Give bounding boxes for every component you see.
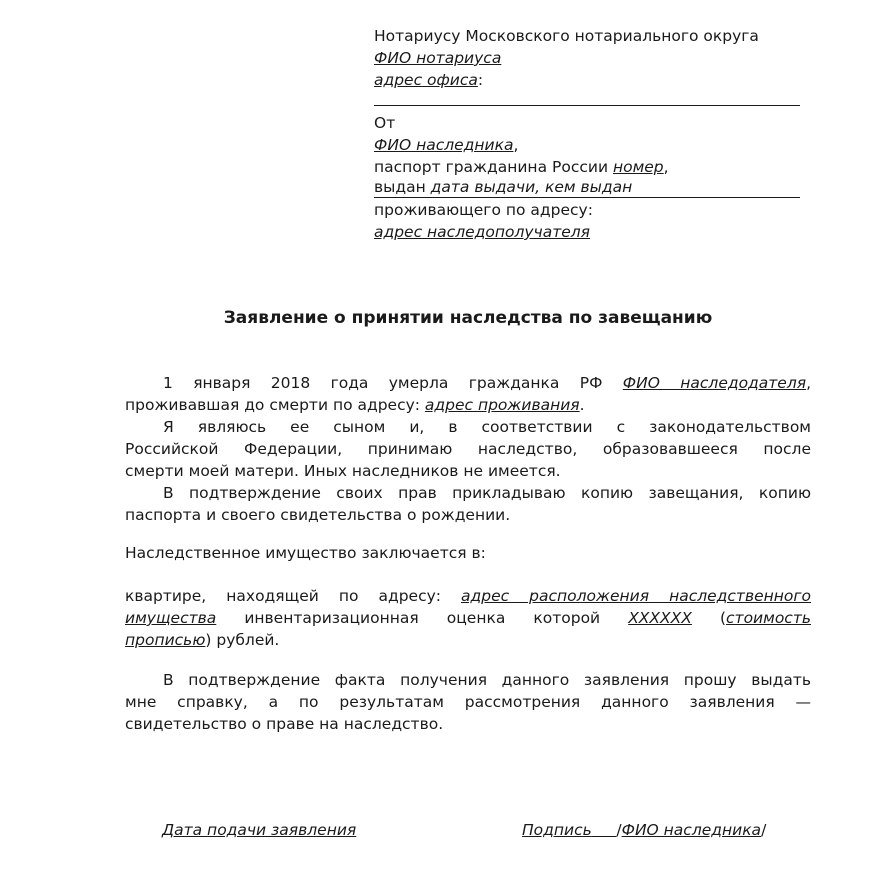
heir-name-line xyxy=(374,134,518,156)
paragraph-line: паспорта и своего свидетельства о рождении. xyxy=(125,506,511,524)
text-fragment: квартире, находящей по адресу: xyxy=(125,587,462,605)
testator-address: адрес проживания xyxy=(424,396,580,414)
notary-name: ФИО нотариуса xyxy=(374,49,502,67)
passport-number: номер xyxy=(612,158,664,176)
paragraph-line: Российской Федерации, принимаю наследство, образовавшееся после xyxy=(125,440,811,458)
text-fragment: проживавшая до смерти по адресу: xyxy=(125,396,425,414)
property-value-words: стоимость xyxy=(726,609,811,627)
issued-prefix: выдан xyxy=(374,178,431,196)
addressee-line xyxy=(374,25,759,47)
footer-heir-name: ФИО наследника xyxy=(621,821,762,839)
passport-prefix: паспорт гражданина России xyxy=(374,158,613,176)
text-fragment: , xyxy=(806,374,812,392)
paragraph-line: Наследственное имущество заключается в: xyxy=(125,544,486,562)
signature-field xyxy=(492,819,766,841)
slash-close: / xyxy=(761,821,767,839)
text-fragment: 1 января 2018 года умерла гражданка РФ xyxy=(163,374,623,392)
paragraph-line: мне справку, а по результатам рассмотрения данного заявления — xyxy=(125,693,811,711)
signature-text: Подпись xyxy=(522,821,592,839)
text-fragment: инвентаризационная оценка которой xyxy=(216,609,629,627)
paragraph-line xyxy=(125,372,811,394)
passport-suffix: , xyxy=(663,158,669,176)
passport-line xyxy=(374,156,669,178)
residing-label: проживающего по адресу: xyxy=(374,201,593,219)
paragraph-line xyxy=(125,607,811,629)
paragraph-line xyxy=(125,629,811,651)
paragraph-line xyxy=(125,585,811,607)
from-label: От xyxy=(374,114,396,132)
paragraph-line xyxy=(125,394,811,416)
property-value-words-cont: прописью xyxy=(125,631,206,649)
document-title: Заявление о принятии наследства по завещанию xyxy=(223,308,713,328)
heir-address-line xyxy=(374,221,590,243)
property-address-cont: имущества xyxy=(125,609,217,627)
paragraph-line: Я являюсь ее сыном и, в соответствии с законодательством xyxy=(163,418,811,436)
property-value: XXXXXX xyxy=(628,609,692,627)
paragraph-attachments xyxy=(125,482,811,526)
office-address: адрес офиса xyxy=(374,71,478,89)
addressee-text: Нотариусу Московского нотариального округа xyxy=(374,27,759,45)
issued-details: дата выдачи, кем выдан xyxy=(430,178,633,196)
heir-name-suffix: , xyxy=(513,136,519,154)
paragraph-line: смерти моей матери. Иных наследников не имеется. xyxy=(125,462,561,480)
submission-date-field xyxy=(162,819,356,841)
paragraph-line: свидетельство о праве на наследство. xyxy=(125,715,444,733)
paragraph-line: В подтверждение факта получения данного заявления прошу выдать xyxy=(163,671,811,689)
paragraph-request xyxy=(125,669,811,735)
office-address-line xyxy=(374,69,483,91)
header-divider xyxy=(374,105,800,106)
issued-line xyxy=(374,178,800,198)
paragraph-property xyxy=(125,585,811,651)
text-fragment: ) рублей. xyxy=(205,631,280,649)
submission-date: Дата подачи заявления xyxy=(162,821,357,839)
estate-intro xyxy=(125,542,811,564)
paragraph-acceptance xyxy=(125,416,811,482)
signature-label xyxy=(492,821,616,839)
office-address-suffix: : xyxy=(477,71,484,89)
notary-name-line xyxy=(374,47,501,69)
paragraph-line: В подтверждение своих прав прикладываю копию завещания, копию xyxy=(163,484,811,502)
heir-address: адрес наследополучателя xyxy=(374,223,590,241)
text-fragment: . xyxy=(579,396,585,414)
property-address: адрес расположения наследственного xyxy=(461,587,811,605)
text-fragment: ( xyxy=(691,609,727,627)
heir-name: ФИО наследника xyxy=(374,136,514,154)
residing-line xyxy=(374,199,593,221)
from-line xyxy=(374,112,395,134)
testator-name: ФИО наследодателя xyxy=(622,374,807,392)
slash-open: / xyxy=(616,821,622,839)
paragraph-death xyxy=(125,372,811,416)
